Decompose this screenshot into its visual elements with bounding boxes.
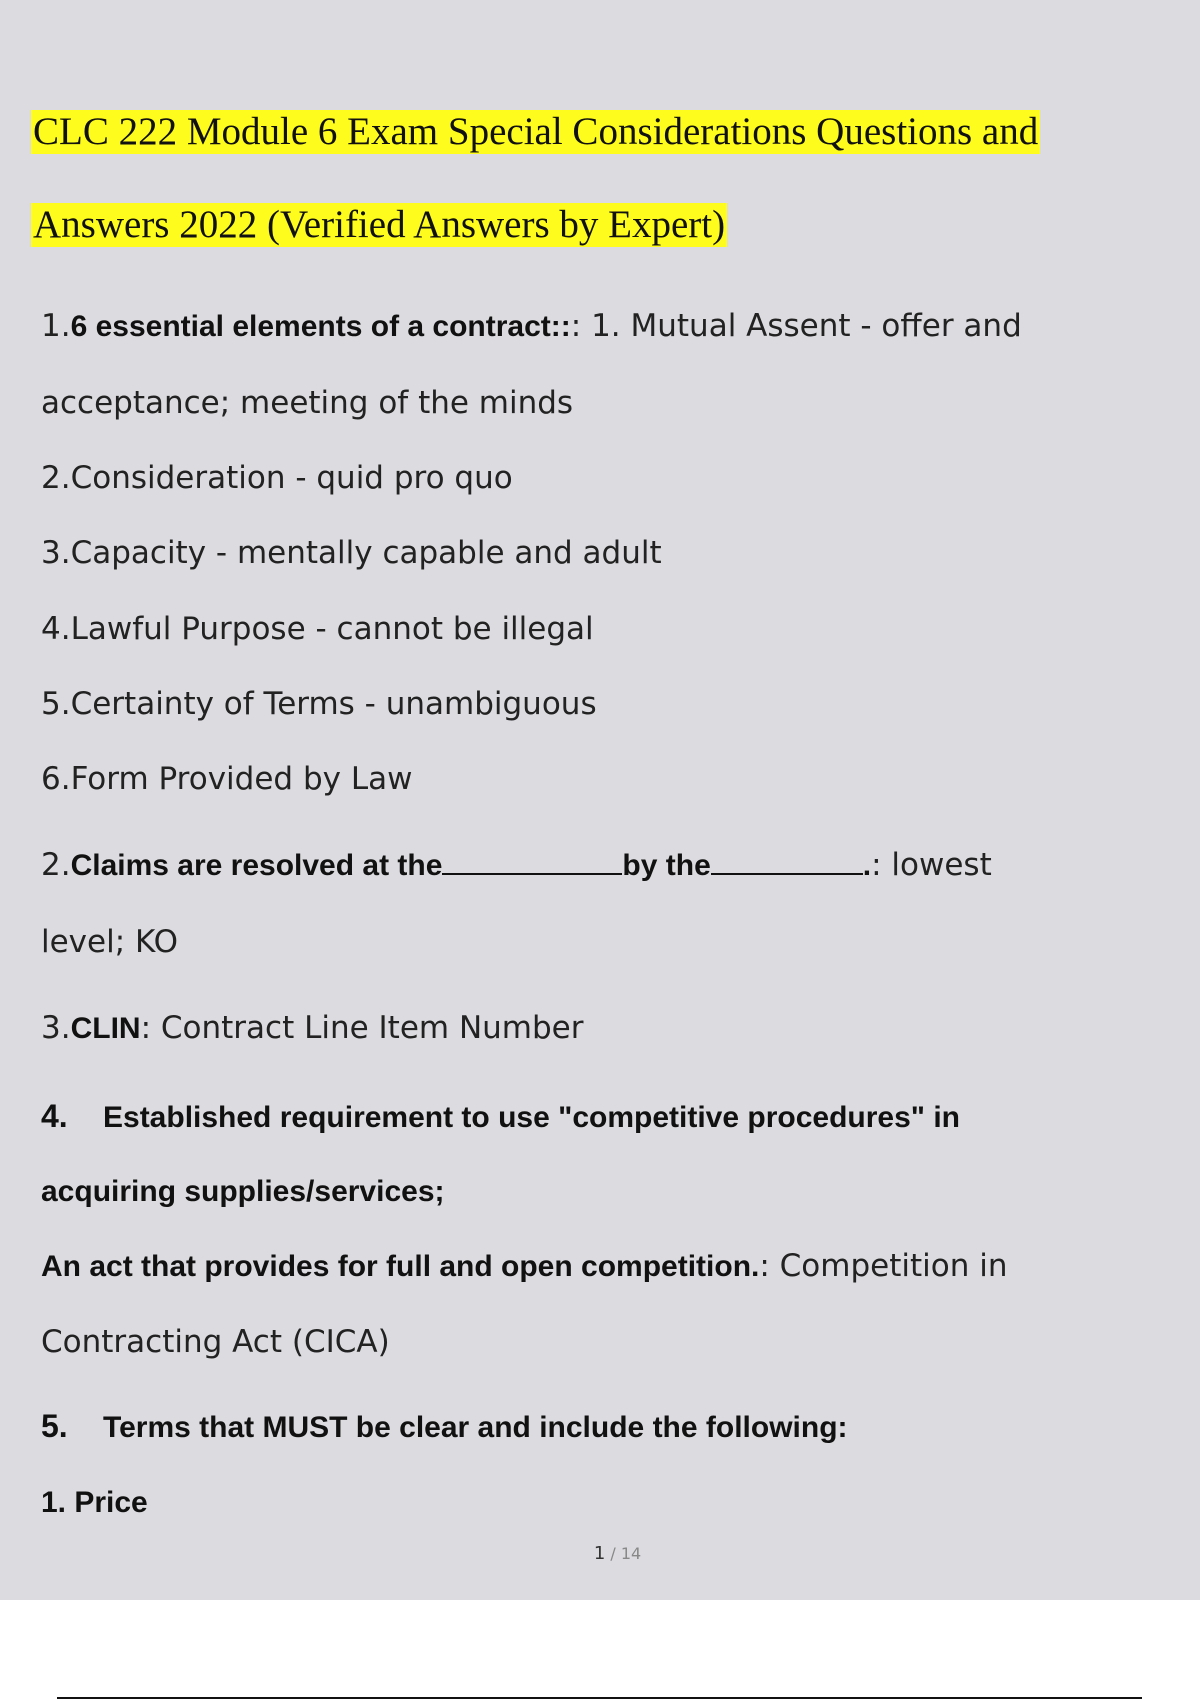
q4-question-line-2-row	[41, 1171, 445, 1212]
q4-answer-line-2: Contracting Act (CICA)	[41, 1324, 390, 1360]
q4-line	[41, 1096, 960, 1138]
q1-list-item	[41, 609, 594, 649]
q5-sub-item: 1. Price	[41, 1486, 148, 1519]
q4-question-line-3-row	[41, 1246, 1007, 1287]
q1-line: 1.6 essential elements of a contract::: 1. Mutual Assent - offer and	[41, 308, 1022, 344]
q1-list-number: 3.	[41, 535, 71, 571]
q1-list-text: Certainty of Terms - unambiguous	[70, 686, 597, 722]
q1-list-text: Form Provided by Law	[70, 761, 413, 797]
q1-list-item	[41, 533, 662, 573]
page-number-indicator	[0, 1543, 1200, 1564]
q5-question-line-1: Terms that MUST be clear and include the following:	[103, 1411, 848, 1444]
q5-sub-item-row	[41, 1482, 148, 1523]
q1-number: 1.	[41, 308, 71, 344]
q1-list-number: 6.	[41, 761, 71, 797]
q1-list-text: Lawful Purpose - cannot be illegal	[70, 611, 594, 647]
q2-number: 2.	[41, 847, 71, 883]
q1-list-number: 4.	[41, 611, 71, 647]
page-total: 14	[620, 1544, 642, 1563]
page-current: 1	[593, 1543, 606, 1564]
q1-answer: : 1. Mutual Assent - offer and	[570, 308, 1022, 344]
q3-line	[41, 1008, 584, 1049]
q3-number: 3.	[41, 1010, 71, 1046]
q5-number: 5.	[41, 1408, 68, 1444]
q1-list-item	[41, 458, 513, 498]
q2-blank-1	[442, 847, 622, 875]
q4-question-line-3: An act that provides for full and open competition.	[41, 1250, 760, 1283]
q5-line	[41, 1406, 848, 1448]
q2-question-part-1: Claims are resolved at the	[70, 849, 443, 882]
q3-question: CLIN	[70, 1012, 141, 1045]
q4-number: 4.	[41, 1098, 68, 1134]
q2-blank-2	[711, 847, 863, 875]
q1-list-number: 5.	[41, 686, 71, 722]
q3-answer: : Contract Line Item Number	[140, 1010, 584, 1046]
q2-answer: : lowest	[871, 847, 992, 883]
page-separator: /	[605, 1544, 621, 1563]
q2-line	[41, 845, 992, 886]
q1-list-item	[41, 759, 412, 799]
q1-question: 6 essential elements of a contract:	[70, 310, 561, 343]
q1-list-text: Consideration - quid pro quo	[70, 460, 513, 496]
document-title-line-1: CLC 222 Module 6 Exam Special Considerations Questions and	[33, 110, 1039, 153]
q1-answer-line-2: acceptance; meeting of the minds	[41, 385, 574, 421]
q4-answer: : Competition in	[759, 1248, 1008, 1284]
q2-question-part-2: by the	[622, 849, 711, 882]
q4-question-line-2: acquiring supplies/services;	[41, 1175, 445, 1208]
q2-answer-line-2: level; KO	[41, 924, 179, 960]
q4-question-line-1: Established requirement to use "competitive procedures" in	[103, 1101, 960, 1134]
q1-list-text: Capacity - mentally capable and adult	[70, 535, 662, 571]
q1-list-number: 2.	[41, 460, 71, 496]
q2-question-end: .	[862, 849, 872, 882]
document-title-line-2: Answers 2022 (Verified Answers by Expert)	[33, 203, 726, 246]
next-page-top-rule	[57, 1697, 1142, 1699]
q1-list-item	[41, 684, 597, 724]
